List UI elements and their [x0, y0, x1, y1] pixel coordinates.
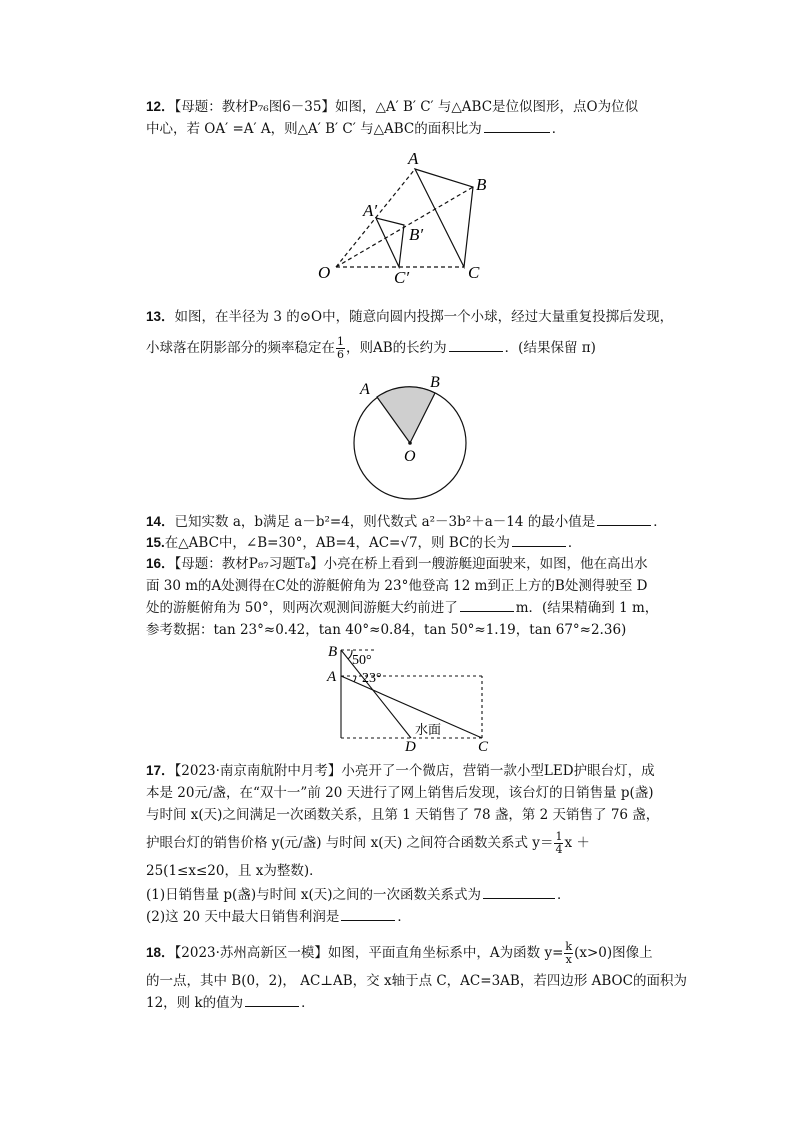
q16-number: 16． [146, 556, 175, 571]
q18-answer-blank[interactable] [245, 994, 299, 1007]
q17-sub2: (2)这 20 天中最大日销售利润是 ． [146, 909, 411, 925]
q16-bridge-figure [310, 642, 510, 754]
q17-fraction: $\frac{1}{4}$ [555, 830, 563, 856]
q17-sub1-answer-blank[interactable] [483, 886, 555, 899]
q17-line4: 护眼台灯的销售价格 y(元/盏) 与时间 x(天) 之间符合函数关系式 y＝ $\frac{1}{4}$ x ＋ [146, 830, 590, 856]
q15-line1: 15.在△ABC中，∠B=30°，AB=4，AC=√7，则 BC的长为 ． [146, 535, 582, 551]
q13-fraction: $\frac{1}{6}$ [337, 335, 344, 361]
q13-label-o: O [404, 448, 416, 465]
q13-label-b: B [430, 374, 440, 391]
q15-number: 15. [146, 535, 165, 550]
q12-answer-blank[interactable] [484, 120, 550, 133]
q12-label-b: B [476, 175, 487, 194]
q17-sub1: (1)日销售量 p(盏)与时间 x(天)之间的一次函数关系式为 ． [146, 887, 571, 903]
q12-label-a-prime: A′ [363, 201, 378, 220]
q16-label-c: C [478, 739, 489, 754]
q16-line3: 处的游艇俯角为 50°，则两次观测间游艇大约前进了 m．(结果精确到 1 m， [146, 600, 659, 616]
q12-homothety-figure [310, 146, 510, 286]
q16-label-b: B [328, 644, 338, 660]
q13-label-a: A [360, 381, 370, 398]
q17-line1: 17．【2023·南京南航附中月考】小亮开了一个微店，营销一款小型LED护眼台灯，成 [146, 763, 655, 779]
q12-label-b-prime: B′ [409, 225, 424, 244]
q18-line2: 的一点，其中 B(0，2)， AC⊥AB，交 x轴于点 C，AC=3AB，若四边形 ABOC的面积为 [146, 973, 687, 989]
q16-label-d: D [405, 739, 416, 754]
q16-label-a: A [327, 669, 337, 685]
q17-line5: 25(1≤x≤20，且 x为整数)． [146, 863, 323, 879]
q12-label-o: O [318, 263, 331, 282]
q18-number: 18． [146, 945, 175, 960]
q16-water-label: 水面 [415, 722, 442, 737]
q16-line1: 16．【母题：教材P₈₇习题T₈】小亮在桥上看到一艘游艇迎面驶来，如图，他在高出水 [146, 556, 648, 572]
q16-line2: 面 30 m的A处测得在C处的游艇俯角为 23°他登高 12 m到正上方的B处测得驶至 D [146, 578, 648, 594]
q17-sub2-answer-blank[interactable] [341, 908, 395, 921]
q12-label-c-prime: C′ [394, 268, 410, 286]
q14-answer-blank[interactable] [597, 513, 651, 526]
q18-line1: 18．【2023·苏州高新区一模】如图，平面直角坐标系中，A为函数 y= $\frac{k}{x}$ (x>0)图像上 [146, 940, 653, 966]
q13-answer-blank[interactable] [449, 339, 503, 352]
q12-label-c: C [468, 263, 480, 282]
q16-line4: 参考数据：tan 23°≈0.42，tan 40°≈0.84，tan 50°≈1.19，tan 67°≈2.36) [146, 622, 627, 638]
q12-label-a: A [408, 149, 419, 168]
q16-angle-23: 23° [362, 671, 382, 686]
q13-number: 13． [146, 309, 175, 324]
q14-number: 14． [146, 514, 175, 529]
q13-line1: 13．如图，在半径为 3 的⊙O中，随意向圆内投掷一个小球，经过大量重复投掷后发现， [146, 309, 674, 325]
q16-answer-blank[interactable] [460, 599, 514, 612]
q12-number: 12． [146, 99, 175, 114]
q12-line2: 中心，若 OA′ =A′ A，则△A′ B′ C′ 与△ABC的面积比为 ． [146, 121, 566, 137]
q13-line2: 小球落在阴影部分的频率稳定在 $\frac{1}{6}$ ，则AB的长约为 ．(结果保留 π) [146, 335, 596, 361]
q17-line3: 与时间 x(天)之间满足一次函数关系，且第 1 天销售了 78 盏，第 2 天销售了 76 盏， [146, 807, 660, 823]
q12-line1: 12．【母题：教材P₇₆图6－35】如图，△A′ B′ C′ 与△ABC是位似图形，点O为位似 [146, 99, 639, 115]
q14-line1: 14．已知实数 a，b满足 a－b²=4，则代数式 a²－3b²＋a－14 的最小值是 ． [146, 514, 667, 530]
q17-line2: 本是 20元/盏，在“双十一”前 20 天进行了网上销售后发现，该台灯的日销售量 p(盏) [146, 785, 654, 801]
q13-circle-figure [340, 370, 480, 505]
q16-angle-50: 50° [352, 653, 372, 668]
q18-line3: 12，则 k的值为 ． [146, 995, 315, 1011]
q17-number: 17． [146, 763, 175, 778]
q15-answer-blank[interactable] [512, 534, 566, 547]
q18-fraction: $\frac{k}{x}$ [565, 940, 573, 966]
